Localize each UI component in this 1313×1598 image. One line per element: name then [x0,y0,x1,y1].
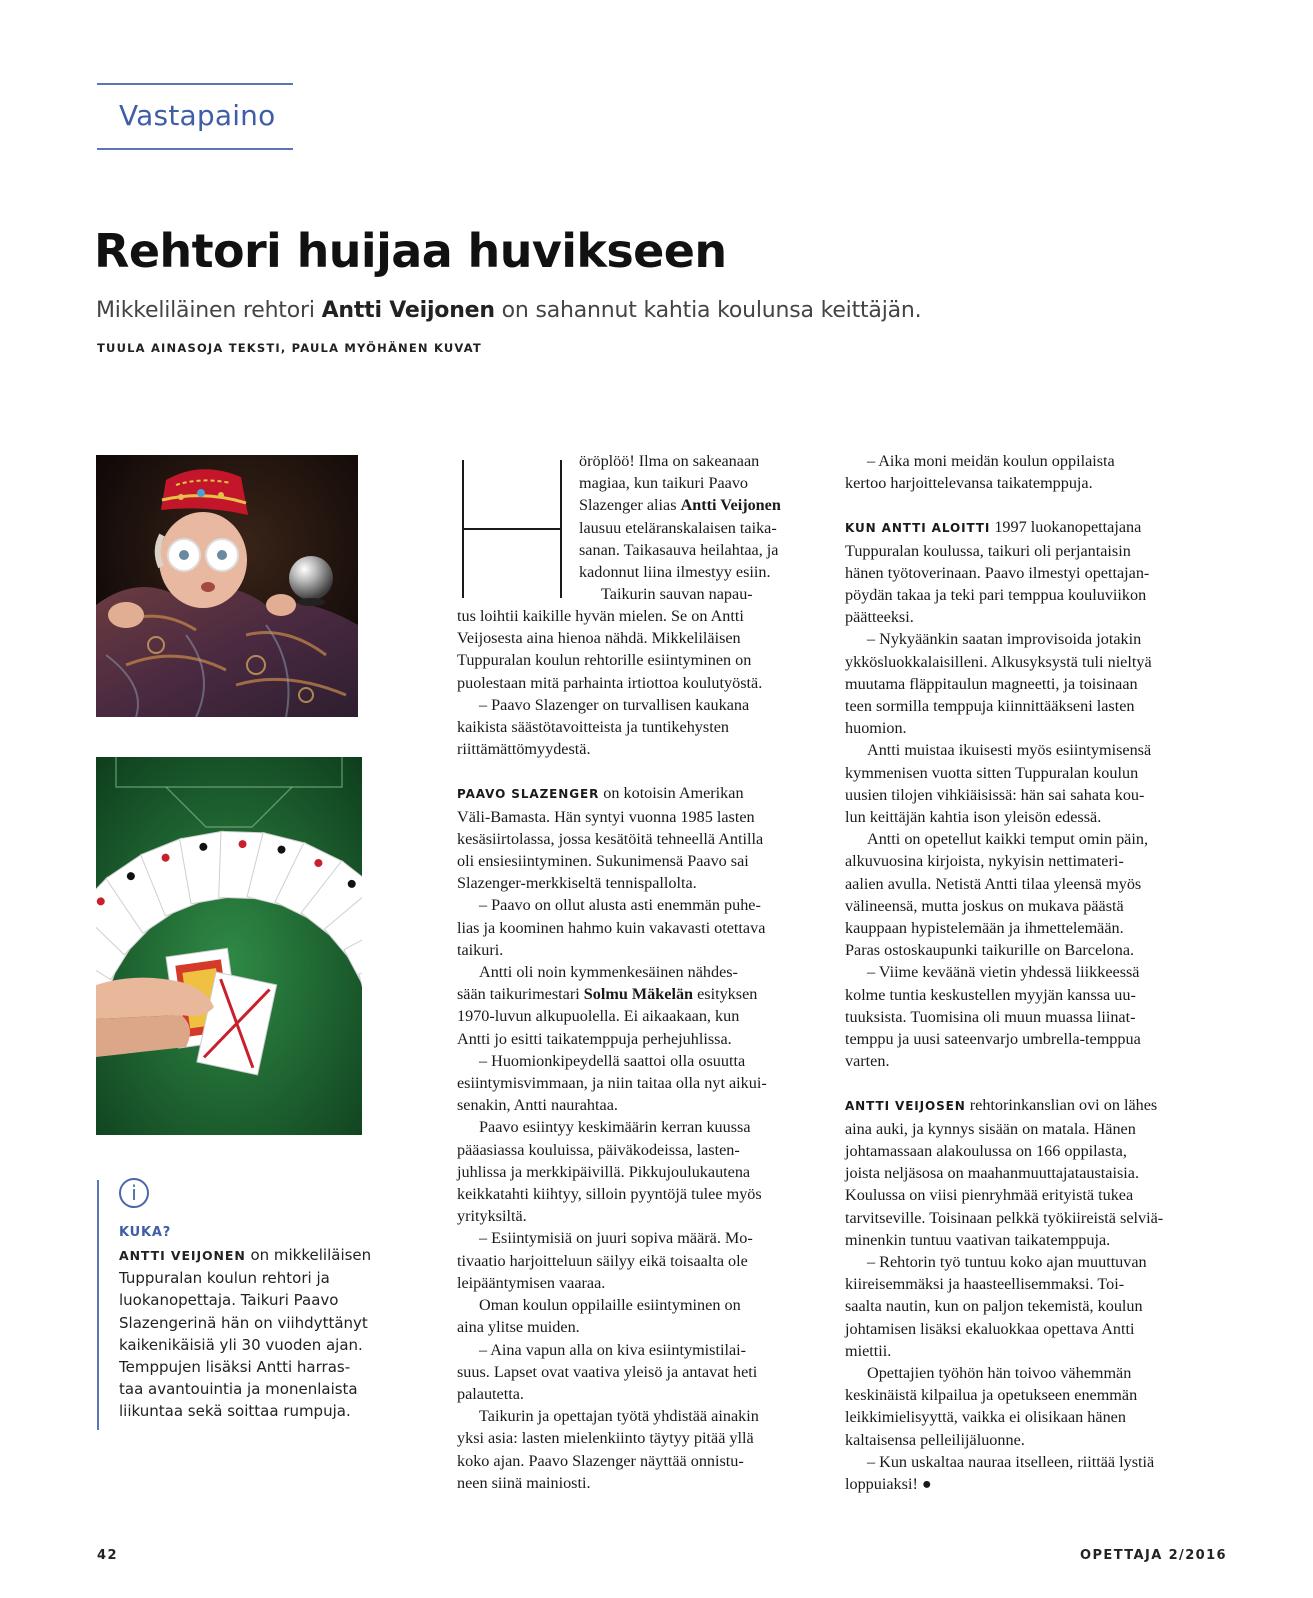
text-line: – Nykyäänkin saatan improvisoida jotakin [867,630,1142,649]
text-line: Antti on opetellut kaikki temput omin päin, [867,830,1148,849]
column-2 [845,450,1225,1495]
text-line: Tuppuralan koulun rehtorille esiintyminen on [457,651,752,670]
text-line: Antti oli noin kymmenkesäinen nähdes- [479,963,738,982]
info-box-body [119,1244,372,1423]
text-line: esiintymisvimmaan, ja niin taitaa olla nyt aikui- [457,1074,767,1093]
text-line: Taikurin sauvan napau- [601,585,753,604]
text-line: – Aika moni meidän koulun oppilaista [867,452,1115,470]
article-lead [96,298,921,323]
text-line: varten. [845,1052,890,1071]
text-line: päätteeksi. [845,608,914,627]
text-line: yrityksiltä. [457,1207,527,1226]
info-box-line: luokanopettaja. Taikuri Paavo [119,1291,339,1310]
magician-photo [96,455,358,717]
cards-photo [96,757,362,1135]
text-line: – Viime keväänä vietin yhdessä liikkeessä [867,963,1140,982]
text-line: teen sormilla temppuja kiinnittääkseni lasten [845,697,1135,716]
info-box-line: kaikenikäisiä yli 30 vuoden ajan. [119,1335,363,1354]
page-number: 42 [97,1548,118,1563]
info-box-title: KUKA? [119,1225,172,1240]
text-line: kaltaisensa pelleilijäluonne. [845,1430,1025,1449]
column-1 [457,605,837,1494]
text-line: leipääntymisen vaaraa. [457,1273,606,1292]
info-icon: i [119,1178,149,1208]
text-line: palautetta. [457,1384,524,1403]
text-line [845,516,1225,539]
magazine-issue: OPETTAJA 2/2016 [1080,1548,1227,1563]
text-line: pöydän takaa ja teki pari temppua kouluviikon [845,586,1147,605]
text-line: 1970-luvun alkupuolella. Ei aikaakaan, kun [457,1007,740,1026]
text-line: lausuu eteläranskalaisen taika- [579,518,777,537]
text-line: lias ja koominen hahmo kuin vakavasti otettava [457,918,766,937]
text-line: tivaatio harjoitteluun säilyy eikä toisaalta ole [457,1251,748,1270]
text-line: Väli-Bamasta. Hän syntyi vuonna 1985 lasten [457,807,755,826]
text-line: kymmenisen vuotta sitten Tuppuralan koulun [845,763,1139,782]
text-line: – Aina vapun alla on kiva esiintymistilai- [479,1340,747,1359]
text-line: johtamassaan alakoulussa on 166 oppilasta, [845,1141,1127,1160]
text-line: Taikurin ja opettajan työtä yhdistää ainakin [479,1407,759,1426]
text-line: Paavo esiintyy keskimäärin kerran kuussa [479,1118,751,1137]
text-fragment: sään taikurimestari [457,985,584,1004]
text-line: Antti muistaa ikuisesti myös esiintymisensä [867,741,1152,760]
text-line: kolme tuntia keskustellen myyjän kanssa uu- [845,985,1136,1004]
text-fragment: 1997 luokanopettajana [990,518,1142,537]
lead-text-before: Mikkeliläinen rehtori [96,298,322,323]
text-line: aalien avulla. Netistä Antti tilaa yleensä myös [845,874,1142,893]
text-line: kauppaan hypistelemään ja ihmettelemään. [845,919,1124,938]
text-line: joista neljäsosa on maahanmuuttajataustaisia. [845,1164,1139,1183]
info-box-line: Slazengerinä hän on viihdyttänyt [119,1313,368,1332]
text-line: leikkimielisyyttä, vaikka ei olisikaan hänen [845,1408,1126,1427]
text-line: temppu ja uusi sateenvarjo umbrella-temppua [845,1030,1141,1049]
text-line: taikuri. [457,940,504,959]
text-line: Oman koulun oppilaille esiintyminen on [479,1296,741,1315]
text-line: minenkin tuntuu vaativan taikatemppuja. [845,1230,1111,1249]
text-line: välineensä, mutta joskus on mukava päästä [845,896,1124,915]
text-line: tuuksista. Tuomisina oli muun muassa liinat- [845,1007,1136,1026]
text-line: Antti jo esitti taikatemppuja perhejuhlissa. [457,1029,732,1048]
text-line [579,494,829,516]
text-line: kadonnut liina ilmestyy esiin. [579,563,771,582]
text-line: lun keittäjän kahtia ison yleisön edessä. [845,808,1102,827]
text-line: huomion. [845,719,907,738]
text-line: – Esiintymisiä on juuri sopiva määrä. Mo- [479,1229,753,1248]
text-line: Slazenger-merkkiseltä tennispallolta. [457,874,697,893]
text-line: ykkösluokkalaisilleni. Alkusyksystä tuli nieltyä [845,652,1152,671]
info-box-lead-in: ANTTI VEIJONEN [119,1248,246,1263]
text-line: miettii. [845,1341,892,1360]
lead-text-after: on sahannut kahtia koulunsa keittäjän. [494,298,922,323]
text-fragment: on kotoisin Amerikan [599,784,744,803]
text-line: koko ajan. Paavo Slazenger näyttää onnistu- [457,1451,744,1470]
text-fragment: rehtorinkanslian ovi on lähes [965,1096,1158,1115]
text-line: magiaa, kun taikuri Paavo [579,474,749,493]
text-line: keikkatahti kiihtyy, silloin pyyntöjä tulee myös [457,1185,762,1204]
text-line: – Paavo on ollut alusta asti enemmän puhe- [479,896,761,915]
section-label [97,83,293,150]
text-line: keskinäistä kilpailua ja opetukseen enemmän [845,1386,1138,1405]
paragraph-lead-in: PAAVO SLAZENGER [457,787,600,802]
text-line: Koulussa on viisi pienryhmää erityistä tukea [845,1186,1134,1205]
text-line [457,782,837,805]
text-line: muutama fläppitaulun magneetti, ja toisinaan [845,674,1138,693]
text-line: öröplöö! Ilma on sakeanaan [579,452,760,470]
info-box-line: Tuppuralan koulun rehtori ja [119,1269,330,1288]
name-highlight: Solmu Mäkelän [583,985,694,1004]
info-box-line: taa avantouintia ja monenlaista [119,1380,358,1399]
article-headline: Rehtori huijaa huvikseen [94,224,727,278]
text-line: oli ensiesiintyminen. Sukunimensä Paavo sai [457,852,749,871]
text-line: uusien tilojen vihkiäisissä: hän sai sahata kou- [845,785,1145,804]
text-line: kiireisemmäksi ja haasteellisemmaksi. Toi- [845,1275,1125,1294]
text-line: – Huomionkipeydellä saattoi olla osuutta [479,1051,746,1070]
text-line: loppuiaksi! ● [845,1474,932,1493]
article-byline: TUULA AINASOJA TEKSTI, PAULA MYÖHÄNEN KUVAT [97,341,482,355]
text-line [845,1094,1225,1117]
text-line: suus. Lapset ovat vaativa yleisö ja antavat heti [457,1362,758,1381]
text-line: alkuvuosina kirjoista, nykyisin nettimateri- [845,852,1124,871]
text-line: Tuppuralan koulussa, taikuri oli perjantaisin [845,541,1131,560]
text-line: kaikista säästötavoitteista ja tuntikehysten [457,718,729,737]
text-line: – Rehtorin työ tuntuu koko ajan muuttuvan [867,1252,1147,1271]
text-line [457,983,837,1005]
text-line: puolestaan mitä parhainta irtiottoa koulutyöstä. [457,673,763,692]
text-line: johtamisen lisäksi ekaluokkaa opettava Antti [845,1319,1135,1338]
text-line: hänen työtoverinaan. Paavo ilmestyi opettajan- [845,563,1150,582]
text-line: Paras ostoskaupunki taikurille on Barcelona. [845,941,1135,960]
info-box [97,1180,372,1430]
info-box-line: liikuntaa sekä soittaa rumpuja. [119,1402,351,1421]
text-line: tarvitseville. Toisinaan pelkkä työkiireistä selviä- [845,1208,1164,1227]
section-label-text: Vastapaino [119,99,276,132]
lead-name: Antti Veijonen [321,298,495,323]
text-line: Veijosesta aina hienoa nähdä. Mikkeliläisen [457,629,741,648]
text-line: yksi asia: lasten mielenkiinto täytyy pitää yllä [457,1429,754,1448]
name-highlight: Antti Veijonen [680,496,781,515]
text-line: kesäsiirtolassa, jossa kesätöitä tehneellä Antilla [457,829,764,848]
text-fragment: esityksen [693,985,758,1004]
column-1-intro [579,450,829,605]
text-line: aina ylitse muiden. [457,1318,580,1337]
text-line: tus loihtii kaikille hyvän mielen. Se on Antti [457,607,744,625]
text-line: – Paavo Slazenger on turvallisen kaukana [479,695,750,714]
text-line: juhlissa ja merkkipäivillä. Pikkujoulukautena [457,1162,751,1181]
text-line: Opettajien työhön hän toivoo vähemmän [867,1363,1132,1382]
paragraph-lead-in: ANTTI VEIJOSEN [845,1099,966,1114]
text-line: saalta nautin, kun on paljon tekemistä, koulun [845,1297,1143,1316]
text-line: aina auki, ja kynnys sisään on matala. Hänen [845,1119,1136,1138]
text-line: kertoo harjoittelevansa taikatemppuja. [845,474,1093,493]
text-line: – Kun uskaltaa nauraa itselleen, riittää lystiä [867,1452,1155,1471]
info-box-line: Temppujen lisäksi Antti harras- [119,1358,351,1377]
text-fragment: Slazenger alias [579,496,681,515]
text-line: pääasiassa kouluissa, päiväkodeissa, lasten- [457,1140,740,1159]
text-line: senakin, Antti naurahtaa. [457,1096,618,1115]
text-line: riittämättömyydestä. [457,740,591,759]
drop-cap [462,460,562,598]
info-box-line: on mikkeliläisen [245,1246,372,1264]
paragraph-lead-in: KUN ANTTI ALOITTI [845,521,991,536]
text-line: neen siinä mainiosti. [457,1473,591,1492]
text-line: sanan. Taikasauva heilahtaa, ja [579,540,779,559]
